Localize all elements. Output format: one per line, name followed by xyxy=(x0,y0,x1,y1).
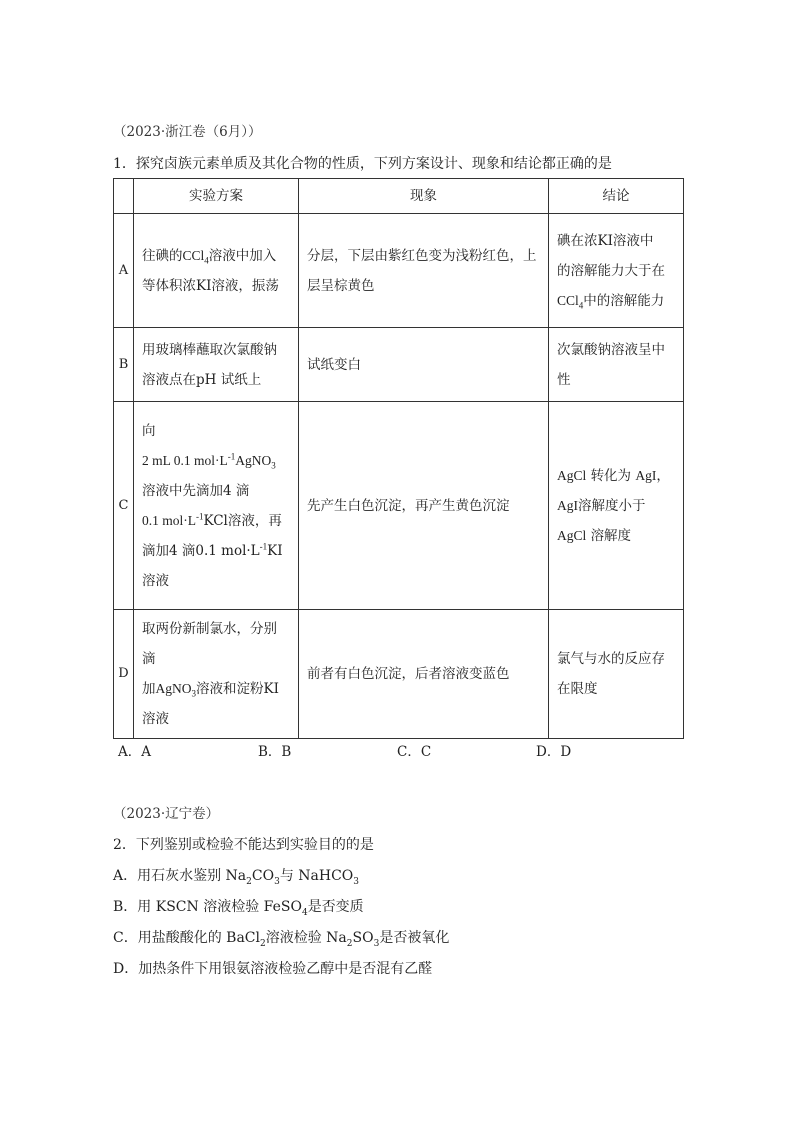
table-row xyxy=(114,328,684,402)
header-empty xyxy=(114,179,134,214)
q2-option-d[interactable]: D．加热条件下用银氨溶液检验乙醇中是否混有乙醛 xyxy=(113,961,433,977)
row-letter: A xyxy=(114,214,134,328)
q1-option-c[interactable]: C．C xyxy=(397,744,432,760)
q2-source: （2023·辽宁卷） xyxy=(113,806,220,822)
table-row xyxy=(114,214,684,328)
phenomenon-cell: 先产生白色沉淀，再产生黄色沉淀 xyxy=(299,402,549,610)
q1-stem: 1．探究卤族元素单质及其化合物的性质，下列方案设计、现象和结论都正确的是 xyxy=(113,156,612,172)
q2-option-c[interactable]: C．用盐酸酸化的 BaCl$_2$溶液检验 $Na_2SO_3$是否被氧化 xyxy=(113,930,450,949)
table-row xyxy=(114,402,684,610)
phenomenon-cell: 试纸变白 xyxy=(299,328,549,402)
q2-stem: 2．下列鉴别或检验不能达到实验目的的是 xyxy=(113,837,374,853)
row-letter: B xyxy=(114,328,134,402)
plan-cell: 往碘的CCl$_4$溶液中加入 等体积浓KI溶液，振荡 xyxy=(134,214,299,328)
header-phenomenon: 现象 xyxy=(299,179,549,214)
conclusion-cell: 次氯酸钠溶液呈中 性 xyxy=(549,328,684,402)
q1-source: （2023·浙江卷（6月）） xyxy=(113,124,262,140)
plan-cell: 用玻璃棒蘸取次氯酸钠 溶液点在pH 试纸上 xyxy=(134,328,299,402)
q1-table xyxy=(113,178,684,739)
q1-options xyxy=(118,740,618,760)
conclusion-cell: 氯气与水的反应存 在限度 xyxy=(549,610,684,739)
header-plan: 实验方案 xyxy=(134,179,299,214)
table-row xyxy=(114,610,684,739)
row-letter: C xyxy=(114,402,134,610)
q1-option-b[interactable]: B．B xyxy=(258,744,292,760)
table-header-row xyxy=(114,179,684,214)
conclusion-cell: AgCl 转化为 AgI， AgI溶解度小于 AgCl 溶解度 xyxy=(549,402,684,610)
q1-option-d[interactable]: D．D xyxy=(536,744,572,760)
q2-option-b[interactable]: B．用 KSCN 溶液检验 FeSO$_4$是否变质 xyxy=(113,899,364,918)
header-conclusion: 结论 xyxy=(549,179,684,214)
phenomenon-cell: 前者有白色沉淀，后者溶液变蓝色 xyxy=(299,610,549,739)
q2-option-a[interactable]: A．用石灰水鉴别 $Na_2CO_3$与 NaHCO$_3$ xyxy=(113,868,360,887)
q1-option-a[interactable]: A．A xyxy=(118,744,151,760)
phenomenon-cell: 分层，下层由紫红色变为浅粉红色，上 层呈棕黄色 xyxy=(299,214,549,328)
plan-cell: 取两份新制氯水，分别滴 加AgNO$_3$溶液和淀粉KI 溶液 xyxy=(134,610,299,739)
row-letter: D xyxy=(114,610,134,739)
conclusion-cell: 碘在浓KI溶液中 的溶解能力大于在 CCl$_4$中的溶解能力 xyxy=(549,214,684,328)
plan-cell: 向 2 mL 0.1 $mol\cdot L^{-1}AgNO_3$ 溶液中先滴加4 滴 0.1 $mol\cdot L^{-1}KCl$溶液，再 滴加4 滴0.1 $mol\cdot L^{-1}KI$ 溶液 xyxy=(134,402,299,610)
